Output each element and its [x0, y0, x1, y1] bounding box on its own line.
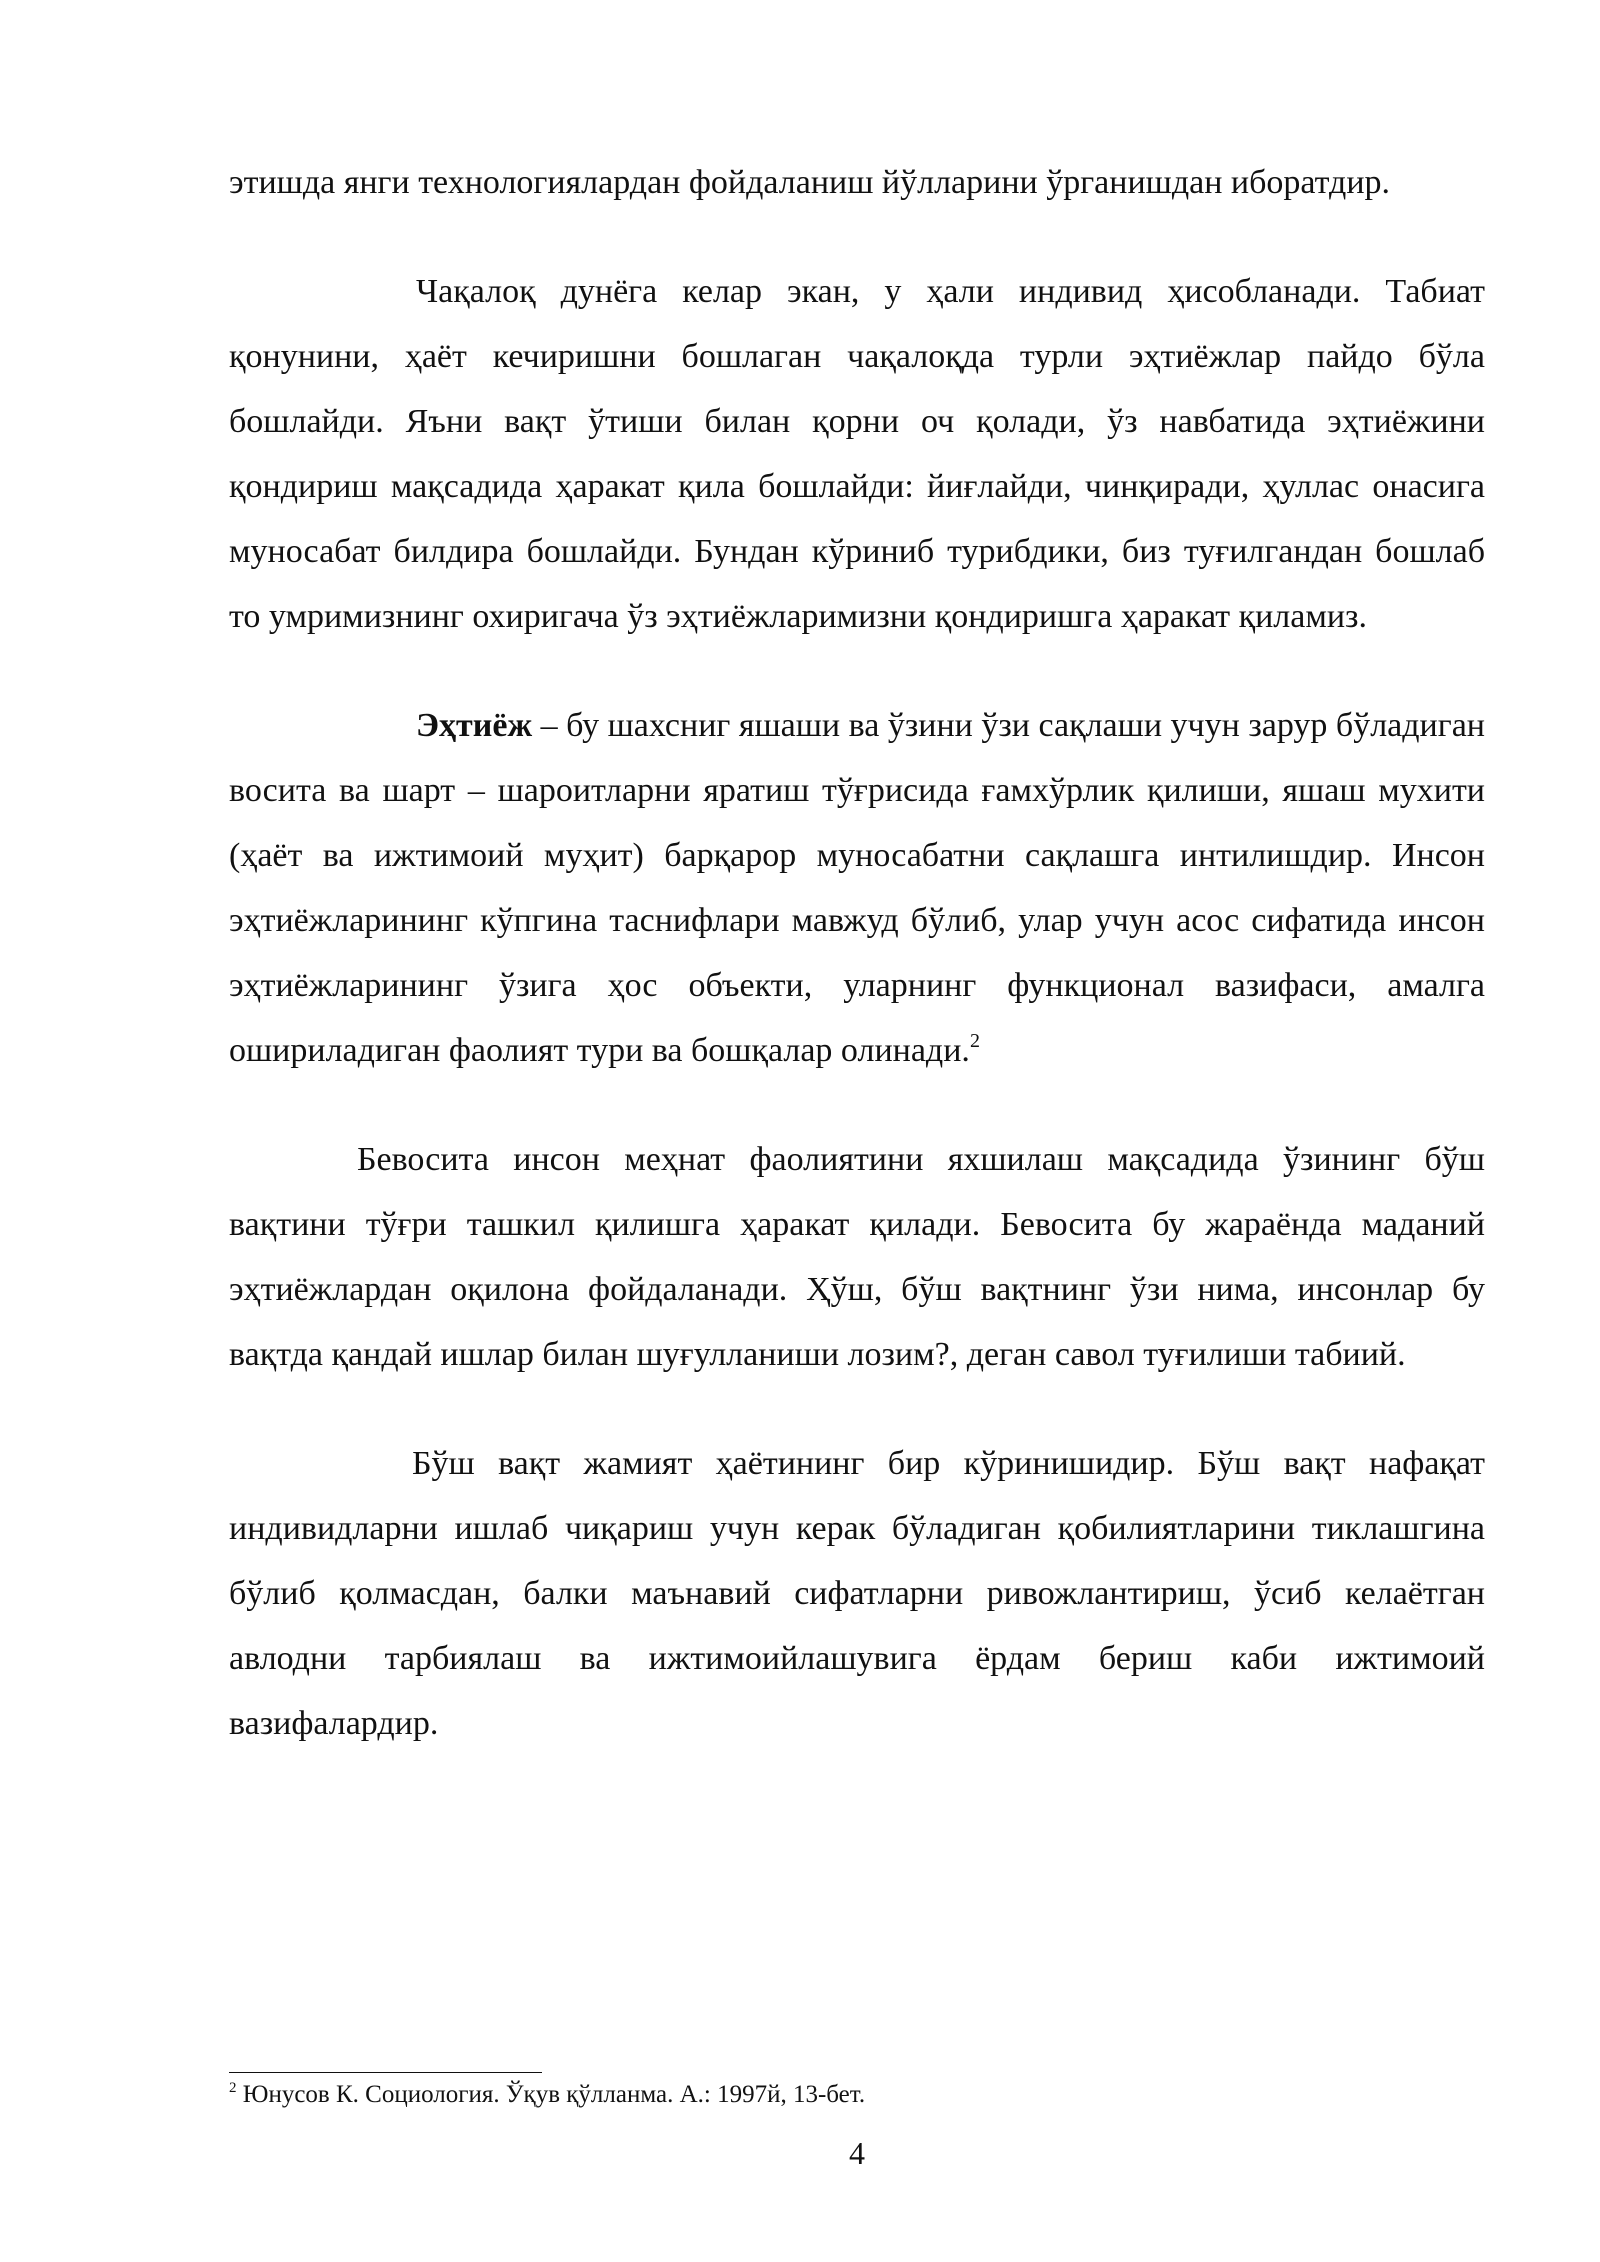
document-page: [229, 150, 1485, 1756]
footnote-number: 2: [229, 2080, 237, 2096]
page-number: 4: [849, 2135, 865, 2171]
footnote-separator: [229, 2072, 542, 2073]
paragraph-newborn-needs: Чақалоқ дунёга келар экан, у ҳали индивид ҳисобланади. Табиат қонунини, ҳаёт кечиришни бошлаган чақалоқда турли эҳтиёжлар пайдо бўла бошлайди. Яъни вақт ўтиши билан қорни оч қолади, ўз навбатида эҳтиёжини қондириш мақсадида ҳаракат қила бошлайди: йиғлайди, чинқиради, ҳуллас онасига муносабат билдира бошлайди. Бундан кўриниб турибдики, биз туғилгандан бошлаб то умримизнинг охиригача ўз эҳтиёжларимизни қондиришга ҳаракат қиламиз.: [229, 273, 1485, 635]
definition-text: – бу шахсниг яшаши ва ўзини ўзи сақлаши учун зарур бўладиган восита ва шарт – шароитларни яратиш тўғрисида ғамхўрлик қилиши, яшаш мухити (ҳаёт ва ижтимоий муҳит) барқарор муносабатни сақлашга интилишдир. Инсон эҳтиёжларининг кўпгина таснифлари мавжуд бўлиб, улар учун асос сифатида инсон эҳтиёжларининг ўзига ҳос объекти, уларнинг функционал вазифаси, амалга ошириладиган фаолият тури ва бошқалар олинади.: [229, 707, 1485, 1069]
paragraph-free-time-question: Бевосита инсон меҳнат фаолиятини яхшилаш мақсадида ўзининг бўш вақтини тўғри ташкил қилишга ҳаракат қилади. Бевосита бу жараёнда маданий эҳтиёжлардан оқилона фойдаланади. Ҳўш, бўш вақтнинг ўзи нима, инсонлар бу вақтда қандай ишлар билан шуғулланиши лозим?, деган савол туғилиши табиий.: [229, 1141, 1485, 1373]
footnote-reference[interactable]: 2: [969, 1030, 980, 1052]
term-need: Эҳтиёж: [416, 707, 533, 744]
footnote-text: Юнусов К. Социология. Ўқув қўлланма. А.: 1997й, 13-бет.: [236, 2081, 866, 2108]
paragraph-need-definition: [229, 693, 1485, 1083]
paragraph-free-time-definition: Бўш вақт жамият ҳаётининг бир кўринишидир. Бўш вақт нафақат индивидларни ишлаб чиқариш учун керак бўладиган қобилиятларини тиклашгина бўлиб қолмасдан, балки маънавий сифатларни ривожлантириш, ўсиб келаётган авлодни тарбиялаш ва ижтимоийлашувига ёрдам бериш каби ижтимоий вазифалардир.: [229, 1445, 1485, 1742]
paragraph-continuation: этишда янги технологиялардан фойдаланиш йўлларини ўрганишдан иборатдир.: [229, 164, 1391, 201]
footnote: [229, 2078, 865, 2112]
